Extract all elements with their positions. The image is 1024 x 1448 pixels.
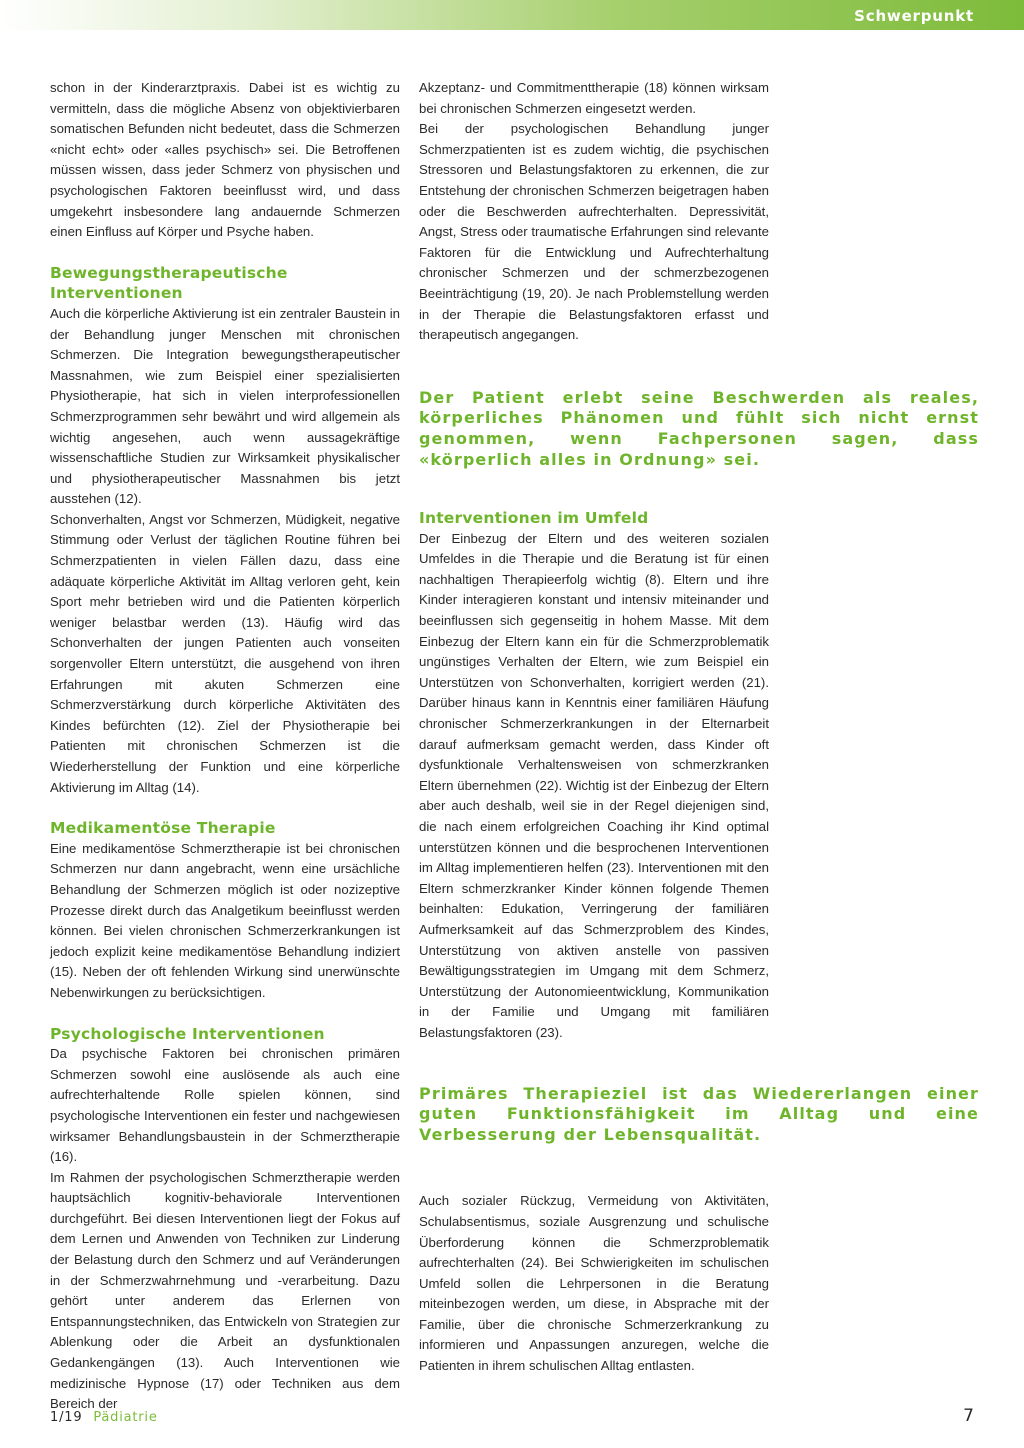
left-paragraph-5: Da psychische Faktoren bei chronischen primären Schmerzen sowohl eine auslösende als auch eine aufrechterhaltende Rolle spielen können, sind psychologische Interventionen ein fester und nachgewiesen wirksamer Behandlungsbaustein in der Schmerztherapie (16).	[50, 1046, 400, 1165]
left-paragraph-1: schon in der Kinderarztpraxis. Dabei ist es wichtig zu vermitteln, dass die mögliche Absenz von objektivierbaren somatischen Befunden nicht bedeutet, dass die Schmerzen «nicht echt» oder «alles psychisch» sei. Die Betroffenen müssen wissen, dass jeder Schmerz von physischen und psychologischen Faktoren beeinflusst wird, und dass umgekehrt insbesondere lang andauernde Schmerzen einen Einfluss auf Körper und Psyche haben.	[50, 80, 400, 240]
header-band	[0, 0, 1024, 30]
right-paragraph-4: Auch sozialer Rückzug, Vermeidung von Aktivitäten, Schulabsentismus, soziale Ausgrenzung und schulische Überforderung können die Schmerzproblematik aufrechterhalten (24). Bei Schwierigkeiten im schulischen Umfeld sollen die Lehrpersonen in die Beratung miteinbezogen werden, um diese, in Absprache mit der Familie, über die chronische Schmerzerkrankung zu informieren und Anpassungen anzuregen, welche die Patienten in ihrem schulischen Alltag entlasten.	[419, 1193, 769, 1374]
footer-issue	[50, 1410, 158, 1425]
left-paragraph-4: Eine medikamentöse Schmerztherapie ist bei chronischen Schmerzen nur dann angebracht, wenn eine ursächliche Behandlung der Schmerzen möglich ist oder nozizeptive Prozesse direkt durch das Analgetikum beeinflusst werden können. Bei vielen chronischen Schmerzerkrankungen ist jedoch explizit keine medikamentöse Behandlung indiziert (15). Neben der oft fehlenden Wirkung sind unerwünschte Nebenwirkungen zu berücksichtigen.	[50, 840, 400, 1000]
left-paragraph-2: Auch die körperliche Aktivierung ist ein zentraler Baustein in der Behandlung junger Menschen mit chronischen Schmerzen. Die Integration bewegungstherapeutischer Massnahmen, wie zum Beispiel einer spezialisierten Physiotherapie, hat sich in vielen interprofessionellen Schmerzprogrammen sehr bewährt und wird allgemein als wichtig angesehen, auch wenn aussagekräftige wissenschaftliche Studien zur Wirksamkeit physikalischer und physiotherapeutischer Massnahmen bis jetzt ausstehen (12).	[50, 305, 400, 507]
pull-quote-2: Primäres Therapieziel ist das Wiedererlangen einer guten Funktionsfähigkeit im Alltag und eine Verbesserung der Lebensqualität.	[419, 1083, 979, 1144]
right-paragraph-3: Der Einbezug der Eltern und des weiteren sozialen Umfeldes in die Therapie und die Beratung ist für einen nachhaltigen Therapieerfolg wichtig (8). Eltern und ihre Kinder interagieren konstant und intensiv miteinander und beeinflussen sich gegenseitig in hohem Masse. Mit dem Einbezug der Eltern kann ein für die Schmerzproblematik ungünstiges Verhalten der Eltern, wie zum Beispiel ein Unterstützen von Schonverhalten, korrigiert werden (21). Darüber hinaus kann in Kenntnis einer familiären Häufung chronischer Schmerzerkrankungen in der Elternarbeit darauf aufmerksam gemacht werden, dass Kinder oft dysfunktionale Verhaltensweisen von schmerzkranken Eltern übernehmen (22). Wichtig ist der Einbezug der Eltern aber auch deshalb, weil sie in der Regel diejenigen sind, die nach einem erfolgreichen Coaching ihr Kind optimal unterstützen können und die besprochenen Interventionen im Alltag implementieren helfen (23). Interventionen mit den Eltern schmerzkranker Kinder können folgende Themen beinhalten: Edukation, Verringerung der familiären Aufmerksamkeit auf das Schmerzproblem des Kindes, Unterstützung von aktiven anstelle von passiven Bewältigungsstrategien im Umgang mit dem Schmerz, Unterstützung der Autonomieentwicklung, Kommunikation in der Familie und Umgang mit familiären Belastungsfaktoren (23).	[419, 530, 769, 1040]
right-paragraph-2: Bei der psychologischen Behandlung junger Schmerzpatienten ist es zudem wichtig, die psychischen Stressoren und Belastungsfaktoren zu erkennen, die zur Entstehung der chronischen Schmerzen beigetragen haben oder die Beschwerden aufrechterhalten. Depressivität, Angst, Stress oder traumatische Erfahrungen sind relevante Faktoren für die Entwicklung und Aufrechterhaltung chronischer Schmerzen und der schmerzbezogenen Beeinträchtigung (19, 20). Je nach Problemstellung werden in der Therapie die Belastungsfaktoren erfasst und therapeutisch angegangen.	[419, 121, 769, 343]
right-paragraph-1: Akzeptanz- und Commitmenttherapie (18) können wirksam bei chronischen Schmerzen eingesetzt werden.	[419, 80, 769, 116]
page-number: 7	[963, 1406, 974, 1426]
left-paragraph-6: Im Rahmen der psychologischen Schmerztherapie werden hauptsächlich kognitiv-behaviorale Interventionen durchgeführt. Bei diesen Interventionen liegt der Fokus auf dem Lernen und Anwenden von Techniken zur Linderung der Belastung durch den Schmerz und auf Veränderungen in der Schmerzwahrnehmung und -verarbeitung. Dazu gehört unter anderem das Erlernen von Entspannungstechniken, das Entwickeln von Strategien zur Ablenkung oder die Arbeit an dysfunktionalen Gedankengängen (13). Auch Interventionen wie medizinische Hypnose (17) oder Techniken aus dem Bereich der	[50, 1169, 400, 1412]
heading-psychologische-interventionen: Psychologische Interventionen	[50, 1024, 325, 1043]
right-column	[419, 78, 979, 1377]
magazine-name: Pädiatrie	[93, 1410, 158, 1425]
heading-bewegungstherapie: Bewegungstherapeutische Interventionen	[50, 263, 288, 303]
pull-quote-1: Der Patient erlebt seine Beschwerden als reales, körperliches Phänomen und fühlt sich nicht ernst genommen, wenn Fachpersonen sagen, dass «körperlich alles in Ordnung» sei.	[419, 387, 979, 469]
issue-number: 1/19	[50, 1410, 83, 1425]
left-paragraph-3: Schonverhalten, Angst vor Schmerzen, Müdigkeit, negative Stimmung oder Verlust der täglichen Routine führen bei Schmerzpatienten in vielen Fällen dazu, dass eine adäquate körperliche Aktivität im Alltag verloren geht, kein Sport mehr betrieben wird und die Patienten körperlich weniger belastbar werden (13). Häufig wird das Schonverhalten der jungen Patienten auch vonseiten sorgenvoller Eltern unterstützt, die ausgehend von ihren Erfahrungen mit akuten Schmerzen eine Schmerzverstärkung durch körperliche Aktivitäten des Kindes befürchten (12). Ziel der Physiotherapie bei Patienten mit chronischen Schmerzen ist die Wiederherstellung der Funktion und eine körperliche Aktivierung im Alltag (14).	[50, 511, 400, 795]
heading-interventionen-im-umfeld: Interventionen im Umfeld	[419, 509, 649, 528]
heading-medikamentoese-therapie: Medikamentöse Therapie	[50, 819, 276, 838]
left-column	[50, 78, 400, 1415]
section-label: Schwerpunkt	[854, 7, 974, 25]
